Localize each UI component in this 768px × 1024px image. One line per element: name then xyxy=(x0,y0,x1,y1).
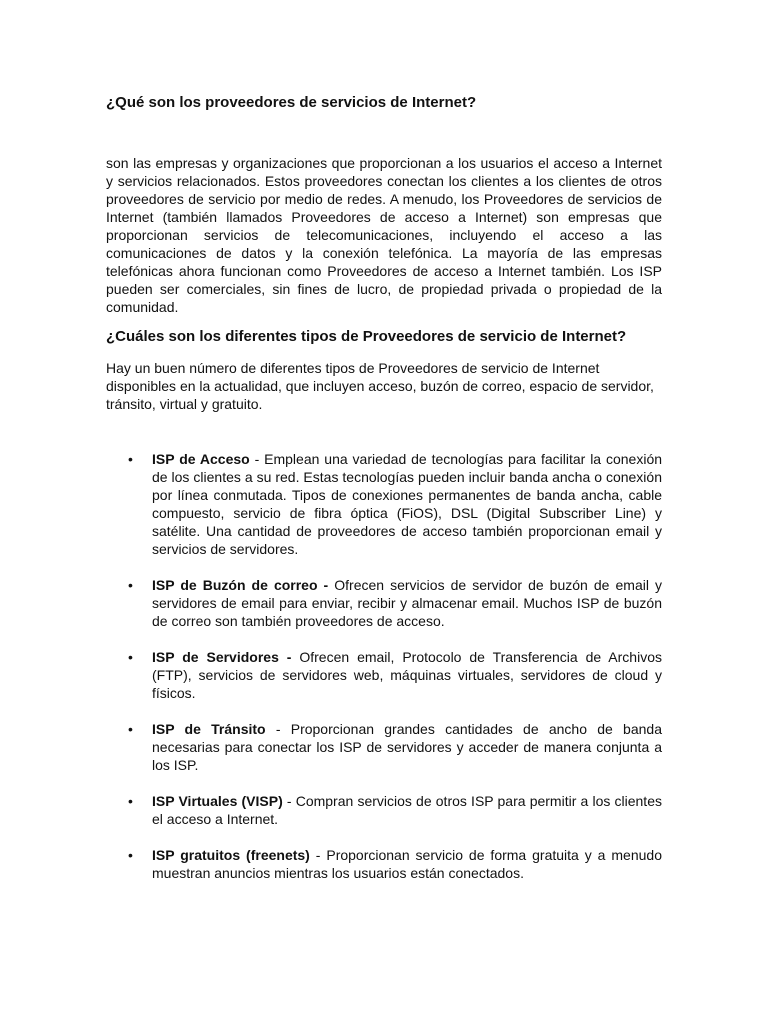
list-item-isp-transito xyxy=(106,720,662,774)
bullet-icon: • xyxy=(128,649,133,665)
list-item-text: - Proporcionan grandes cantidades de ancho de banda necesarias para conectar los ISP de servidores y acceder de manera conjunta a los ISP. xyxy=(152,721,662,773)
list-item-text: - Emplean una variedad de tecnologías para facilitar la conexión de los clientes a su red. Estas tecnologías pueden incluir banda ancha o conexión por línea conmutada. Tipos de conexiones permanentes de banda ancha, cable compuesto, servicio de fibra óptica (FiOS), DSL (Digital Subscriber Line) y satélite. Una cantidad de proveedores de acceso también proporcionan email y servicios de servidores. xyxy=(152,451,663,557)
paragraph-isp-types-intro: Hay un buen número de diferentes tipos de Proveedores de servicio de Internet disponibles en la actualidad, que incluyen acceso, buzón de correo, espacio de servidor, tránsito, virtual y gratuito. xyxy=(106,360,654,412)
list-item-term: ISP de Acceso xyxy=(152,451,250,467)
isp-types-list xyxy=(106,450,662,900)
list-item-isp-gratuitos xyxy=(106,846,662,882)
list-item-text: Ofrecen email, Protocolo de Transferencia de Archivos (FTP), servicios de servidores web, máquinas virtuales, servidores de cloud y físicos. xyxy=(152,649,662,701)
bullet-icon: • xyxy=(128,847,133,863)
bullet-icon: • xyxy=(128,577,133,593)
list-item-text: - Proporcionan servicio de forma gratuita y a menudo muestran anuncios mientras los usuarios están conectados. xyxy=(152,847,662,881)
paragraph-isp-definition: son las empresas y organizaciones que proporcionan a los usuarios el acceso a Internet y servicios relacionados. Estos proveedores conectan los clientes a los clientes de otros proveedores de servicio por medio de redes. A menudo, los Proveedores de servicios de Internet (también llamados Proveedores de acceso a Internet) son empresas que proporcionan servicios de telecomunicaciones, incluyendo el acceso a las comunicaciones de datos y la conexión telefónica. La mayoría de las empresas telefónicas ahora funcionan como Proveedores de acceso a Internet también. Los ISP pueden ser comerciales, sin fines de lucro, de propiedad privada o propiedad de la comunidad. xyxy=(106,155,662,315)
bullet-icon: • xyxy=(128,793,133,809)
list-item-term: ISP de Tránsito xyxy=(152,721,266,737)
list-item-term: ISP Virtuales (VISP) xyxy=(152,793,283,809)
list-item-isp-virtuales xyxy=(106,792,662,828)
heading-what-are-isps: ¿Qué son los proveedores de servicios de Internet? xyxy=(106,94,477,111)
list-item-term: ISP gratuitos (freenets) xyxy=(152,847,310,863)
bullet-icon: • xyxy=(128,451,133,467)
list-item-text: - Compran servicios de otros ISP para permitir a los clientes el acceso a Internet. xyxy=(152,793,662,827)
list-item-term: ISP de Servidores - xyxy=(152,649,292,665)
list-item-isp-buzon xyxy=(106,576,662,630)
list-item-text: Ofrecen servicios de servidor de buzón de email y servidores de email para enviar, recibir y almacenar email. Muchos ISP de buzón de correo son también proveedores de acceso. xyxy=(152,577,662,629)
list-item-isp-servidores xyxy=(106,648,662,702)
list-item-isp-acceso xyxy=(106,450,662,558)
list-item-term: ISP de Buzón de correo - xyxy=(152,577,329,593)
heading-isp-types: ¿Cuáles son los diferentes tipos de Proveedores de servicio de Internet? xyxy=(106,328,627,345)
bullet-icon: • xyxy=(128,721,133,737)
